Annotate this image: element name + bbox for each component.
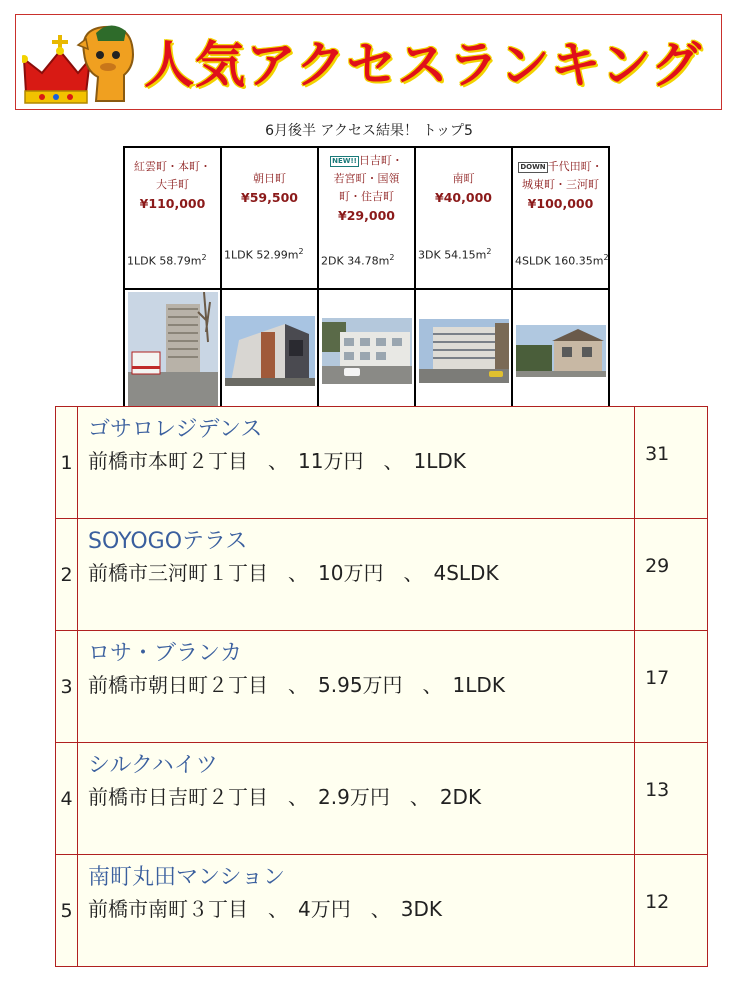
rank-number: 4 [56, 743, 78, 855]
summary-card-info [221, 147, 318, 289]
price-label: ¥40,000 [435, 190, 492, 205]
property-detail: 前橋市南町３丁目 、 4万円 、 3DK [88, 897, 442, 921]
area-line: 城東町・三河町 [522, 178, 599, 191]
page-title: 人気アクセスランキング [144, 36, 702, 94]
spec-label: 1LDK $52.99m^2$ [224, 247, 304, 262]
access-count: 31 [645, 443, 670, 465]
table-row [56, 407, 708, 519]
area-line: 町・住吉町 [339, 190, 394, 203]
header-banner [15, 14, 722, 110]
mansion-photo [419, 319, 509, 383]
area-line: 大手町 [156, 178, 189, 191]
property-name-link[interactable]: ゴサロレジデンス [88, 417, 263, 442]
summary-card-info [124, 147, 221, 289]
property-name-link[interactable]: 南町丸田マンション [88, 865, 286, 890]
rank-number: 1 [56, 407, 78, 519]
summary-card-photo [415, 289, 512, 413]
price-label: ¥29,000 [338, 208, 395, 223]
area-line: 日吉町・ [358, 154, 403, 167]
house-photo [516, 325, 606, 377]
area-line: 南町 [452, 172, 475, 185]
table-row [56, 743, 708, 855]
modern-house-photo [225, 316, 315, 386]
summary-card-photo [318, 289, 415, 413]
table-row [56, 519, 708, 631]
summary-card-photo [512, 289, 609, 413]
summary-card-info [318, 147, 415, 289]
access-count: 29 [645, 555, 670, 577]
down-badge: DOWN [520, 162, 546, 171]
rank-number: 3 [56, 631, 78, 743]
spec-label: 1LDK $58.79m^2$ [127, 253, 207, 268]
spec-label: 4SLDK $160.35m^2$ [515, 253, 609, 268]
apartment-photo [322, 318, 412, 384]
property-detail: 前橋市本町２丁目 、 11万円 、 1LDK [88, 449, 466, 473]
access-count: 13 [645, 779, 670, 801]
summary-title: 6月後半 アクセス結果！ トップ5 [265, 123, 473, 139]
rank-number: 2 [56, 519, 78, 631]
access-count: 17 [645, 667, 670, 689]
area-line: 若宮町・国領 [333, 172, 400, 185]
spec-label: 2DK $34.78m^2$ [321, 253, 395, 268]
price-label: ¥59,500 [241, 190, 298, 205]
property-name-link[interactable]: ロサ・ブランカ [88, 641, 243, 666]
table-row [56, 631, 708, 743]
property-name-link[interactable]: シルクハイツ [88, 753, 218, 778]
ranking-table [55, 406, 708, 967]
price-label: ¥110,000 [139, 196, 206, 211]
area-line: 紅雲町・本町・ [134, 160, 211, 173]
summary-card-photo [124, 289, 221, 413]
tall-building-photo [128, 292, 218, 410]
new-badge: NEW!! [332, 156, 357, 165]
table-row [56, 855, 708, 967]
horse-mascot-icon [74, 21, 146, 105]
property-detail: 前橋市日吉町２丁目 、 2.9万円 、 2DK [88, 785, 482, 809]
summary-card-info [512, 147, 609, 289]
spec-label: 3DK $54.15m^2$ [418, 247, 492, 262]
area-line: 千代田町・ [547, 160, 603, 173]
price-label: ¥100,000 [527, 196, 594, 211]
summary-card-info [415, 147, 512, 289]
summary-card-photo [221, 289, 318, 413]
property-detail: 前橋市朝日町２丁目 、 5.95万円 、 1LDK [88, 673, 505, 697]
rank-number: 5 [56, 855, 78, 967]
area-line: 朝日町 [253, 172, 286, 185]
summary-table [123, 146, 610, 414]
property-detail: 前橋市三河町１丁目 、 10万円 、 4SLDK [88, 561, 499, 585]
property-name-link[interactable]: SOYOGOテラス [88, 529, 248, 554]
access-count: 12 [645, 891, 670, 913]
